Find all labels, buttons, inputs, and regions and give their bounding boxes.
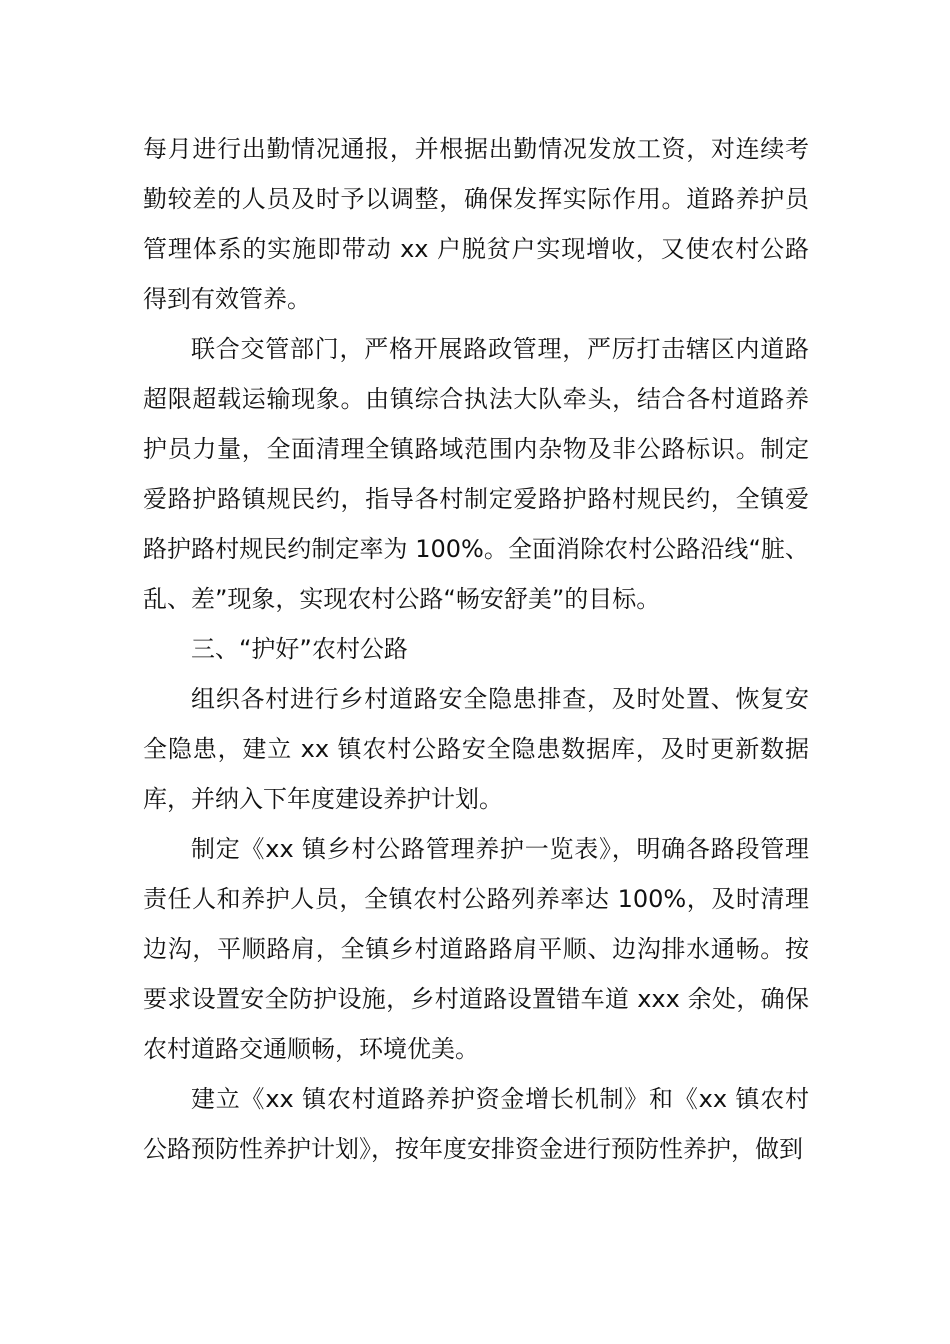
paragraph-attendance: 每月进行出勤情况通报，并根据出勤情况发放工资，对连续考勤较差的人员及时予以调整，确保发挥实际作用。道路养护员管理体系的实施即带动 xx 户脱贫户实现增收，又使农村公路得到有效管养。	[143, 135, 809, 313]
paragraph-funding-mechanism: 建立《xx 镇农村道路养护资金增长机制》和《xx 镇农村公路预防性养护计划》，按年度安排资金进行预防性养护，做到	[143, 1085, 809, 1163]
paragraph-maintenance-table: 制定《xx 镇乡村公路管理养护一览表》，明确各路段管理责任人和养护人员，全镇农村公路列养率达 100%，及时清理边沟，平顺路肩，全镇乡村道路路肩平顺、边沟排水通畅。按要求设置安全防护设施，乡村道路设置错车道 xxx 余处，确保农村道路交通顺畅，环境优美。	[143, 835, 809, 1063]
paragraph-safety-hazards: 组织各村进行乡村道路安全隐患排查，及时处置、恢复安全隐患，建立 xx 镇农村公路安全隐患数据库，及时更新数据库，并纳入下年度建设养护计划。	[143, 685, 809, 813]
section-heading-protect-roads: 三、“护好”农村公路	[191, 635, 408, 663]
paragraph-road-administration: 联合交管部门，严格开展路政管理，严厉打击辖区内道路超限超载运输现象。由镇综合执法大队牵头，结合各村道路养护员力量，全面清理全镇路域范围内杂物及非公路标识。制定爱路护路镇规民约，指导各村制定爱路护路村规民约，全镇爱路护路村规民约制定率为 100%。全面消除农村公路沿线“脏、乱、差”现象，实现农村公路“畅安舒美”的目标。	[143, 335, 809, 613]
document-body	[143, 124, 809, 1174]
